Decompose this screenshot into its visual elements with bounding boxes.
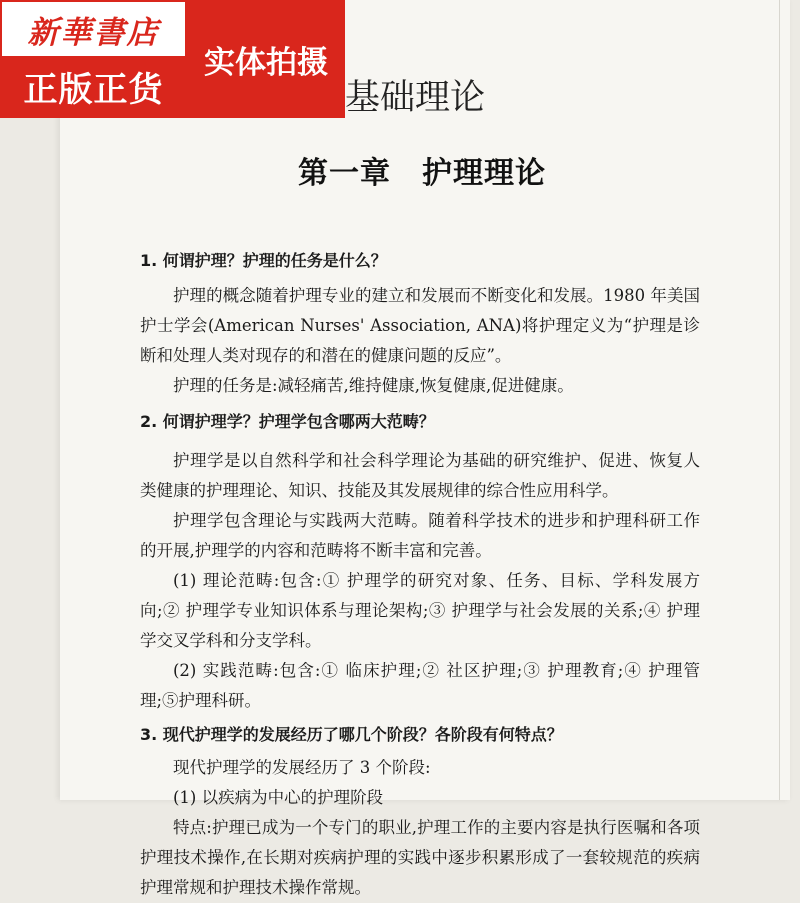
q1-paragraph-2: 护理的任务是:减轻痛苦,维持健康,恢复健康,促进健康。: [173, 376, 574, 395]
store-badge: [0, 0, 345, 118]
q2-paragraph-3: (1) 理论范畴:包含:① 护理学的研究对象、任务、目标、学科发展方向;② 护理学专业知识体系与理论架构;③ 护理学与社会发展的关系;④ 护理学交叉学科和分支学科。: [140, 571, 700, 650]
badge-brand: 新華書店: [27, 14, 160, 51]
page-edge: [779, 0, 780, 800]
q3-paragraph-3: 特点:护理已成为一个专门的职业,护理工作的主要内容是执行医嘱和各项护理技术操作,在长期对疾病护理的实践中逐步积累形成了一套较规范的疾病护理常规和护理技术操作常规。: [140, 818, 700, 897]
q2-paragraph-1: 护理学是以自然科学和社会科学理论为基础的研究维护、促进、恢复人类健康的护理理论、知识、技能及其发展规律的综合性应用科学。: [140, 451, 700, 500]
q3-paragraph-2: (1) 以疾病为中心的护理阶段: [173, 788, 384, 807]
question-1: 1. 何谓护理？护理的任务是什么？: [140, 251, 387, 270]
question-3: 3. 现代护理学的发展经历了哪几个阶段？各阶段有何特点？: [140, 725, 563, 744]
badge-logo-block: [0, 0, 187, 118]
q1-paragraph-1: 护理的概念随着护理专业的建立和发展而不断变化和发展。1980 年美国护士学会(American Nurses' Association, ANA)将护理定义为“护理是诊断和处理人类对现存的和潜在的健康问题的反应”。: [140, 286, 700, 365]
q2-paragraph-2: 护理学包含理论与实践两大范畴。随着科学技术的进步和护理科研工作的开展,护理学的内容和范畴将不断丰富和完善。: [140, 511, 700, 560]
chapter-title: 第一章 护理理论: [298, 156, 546, 191]
q2-paragraph-4: (2) 实践范畴:包含:① 临床护理;② 社区护理;③ 护理教育;④ 护理管理;⑤护理科研。: [140, 661, 700, 710]
q3-paragraph-1: 现代护理学的发展经历了 3 个阶段:: [173, 758, 431, 777]
page-content: [140, 240, 700, 903]
part-title: 基础理论: [345, 78, 486, 118]
badge-tag: 实体拍摄: [187, 0, 345, 118]
question-2: 2. 何谓护理学？护理学包含哪两大范畴？: [140, 412, 435, 431]
badge-subtitle: 正版正货: [2, 56, 185, 116]
